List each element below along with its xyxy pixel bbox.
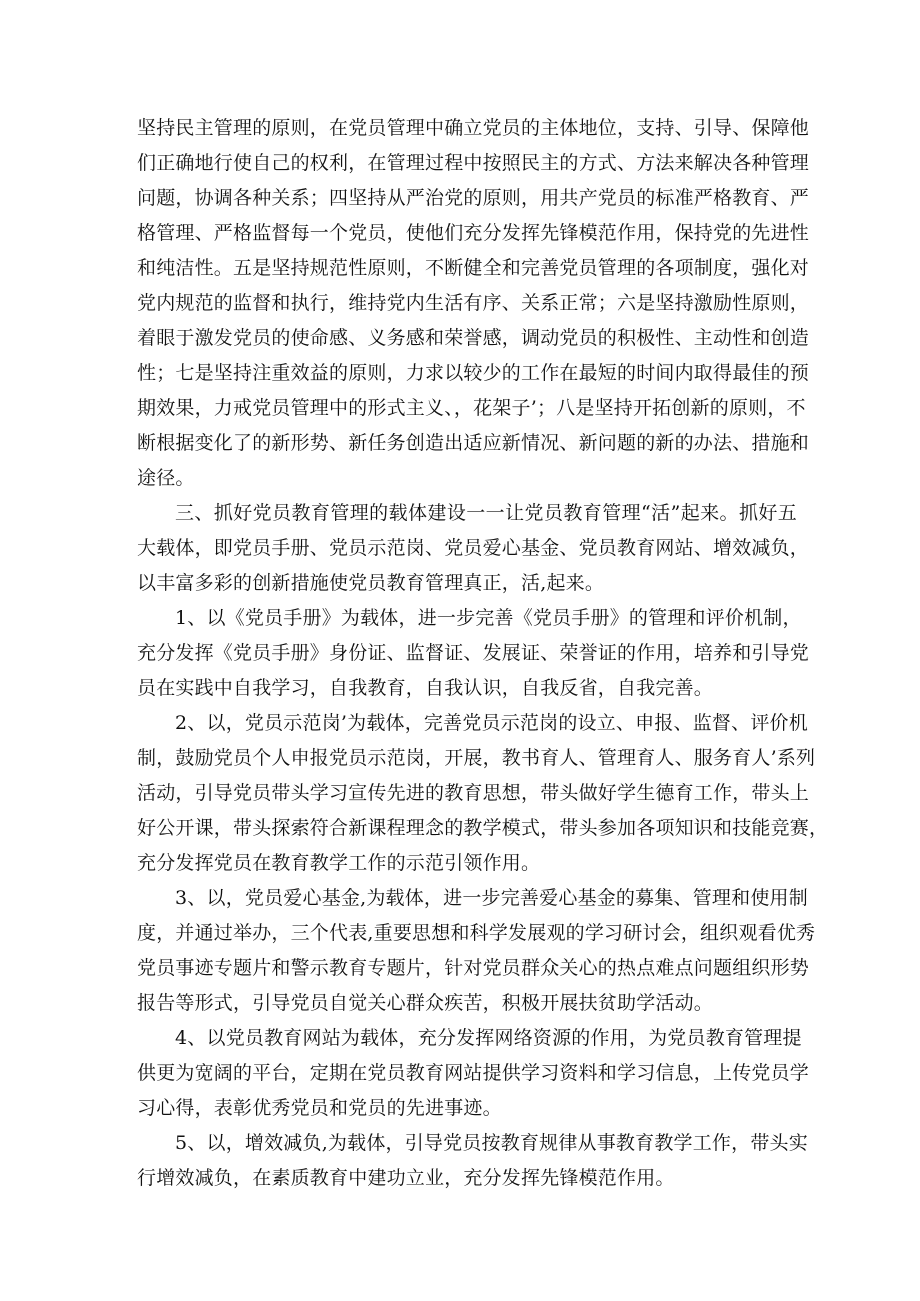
text-line: 们正确地行使自己的权利，在管理过程中按照民主的方式、方法来解决各种管理 bbox=[137, 152, 810, 174]
text-line: 4、以党员教育网站为载体，充分发挥网络资源的作用，为党员教育管理提 bbox=[175, 1027, 802, 1049]
text-line: 1、以《党员手册》为载体，进一步完善《党员手册》的管理和评价机制， bbox=[175, 607, 802, 629]
text-line: 报告等形式，引导党员自觉关心群众疾苦，积极开展扶贫助学活动。 bbox=[137, 992, 714, 1014]
text-line: 供更为宽阔的平台，定期在党员教育网站提供学习资料和学习信息，上传党员学 bbox=[137, 1062, 810, 1084]
text-line: 和纯洁性。五是坚持规范性原则，不断健全和完善党员管理的各项制度，强化对 bbox=[137, 257, 810, 279]
text-line: 习心得，表彰优秀党员和党员的先进事迹。 bbox=[137, 1097, 502, 1119]
text-line: 党员事迹专题片和警示教育专题片，针对党员群众关心的热点难点问题组织形势 bbox=[137, 957, 810, 979]
text-line: 以丰富多彩的创新措施使党员教育管理真正，活,起来。 bbox=[137, 572, 605, 594]
text-line: 着眼于激发党员的使命感、义务感和荣誉感，调动党员的积极性、主动性和创造 bbox=[137, 327, 810, 349]
text-line: 充分发挥《党员手册》身份证、监督证、发展证、荣誉证的作用，培养和引导党 bbox=[137, 642, 810, 664]
text-line: 党内规范的监督和执行，维持党内生活有序、关系正常；六是坚持激励性原则， bbox=[137, 292, 810, 314]
text-line: 行增效减负，在素质教育中建功立业，充分发挥先锋模范作用。 bbox=[137, 1167, 675, 1189]
text-line: 坚持民主管理的原则，在党员管理中确立党员的主体地位，支持、引导、保障他 bbox=[137, 117, 810, 139]
text-line: 断根据变化了的新形势、新任务创造出适应新情况、新问题的新的办法、措施和 bbox=[137, 432, 810, 454]
text-line: 好公开课，带头探索符合新课程理念的教学模式，带头参加各项知识和技能竞赛， bbox=[137, 817, 829, 839]
text-line: 充分发挥党员在教育教学工作的示范引领作用。 bbox=[137, 852, 541, 874]
text-line: 问题，协调各种关系；四坚持从严治党的原则，用共产党员的标准严格教育、严 bbox=[137, 187, 810, 209]
text-line: 5、以，增效减负,为载体，引导党员按教育规律从事教育教学工作，带头实 bbox=[175, 1132, 808, 1154]
text-line: 期效果，力戒党员管理中的形式主义、，花架子’；八是坚持开拓创新的原则，不 bbox=[137, 397, 806, 419]
text-line: 制，鼓励党员个人申报党员示范岗，开展，教书育人、管理育人、服务育人’系列 bbox=[137, 747, 816, 769]
text-line: 性；七是坚持注重效益的原则，力求以较少的工作在最短的时间内取得最佳的预 bbox=[137, 362, 810, 384]
text-line: 度，并通过举办，三个代表,重要思想和科学发展观的学习研讨会，组织观看优秀 bbox=[137, 922, 816, 944]
text-line: 3、以，党员爱心基金,为载体，进一步完善爱心基金的募集、管理和使用制 bbox=[175, 887, 808, 909]
text-line: 格管理、严格监督每一个党员，使他们充分发挥先锋模范作用，保持党的先进性 bbox=[137, 222, 810, 244]
text-line: 2、以，党员示范岗’为载体，完善党员示范岗的设立、申报、监督、评价机 bbox=[175, 712, 808, 734]
text-line: 大载体，即党员手册、党员示范岗、党员爱心基金、党员教育网站、增效减负， bbox=[137, 537, 810, 559]
text-line: 活动，引导党员带头学习宣传先进的教育思想，带头做好学生德育工作，带头上 bbox=[137, 782, 810, 804]
text-line: 三、抓好党员教育管理的载体建设一一让党员教育管理“活”起来。抓好五 bbox=[175, 502, 797, 524]
text-line: 员在实践中自我学习，自我教育，自我认识，自我反省，自我完善。 bbox=[137, 677, 714, 699]
text-line: 途径。 bbox=[137, 467, 195, 489]
